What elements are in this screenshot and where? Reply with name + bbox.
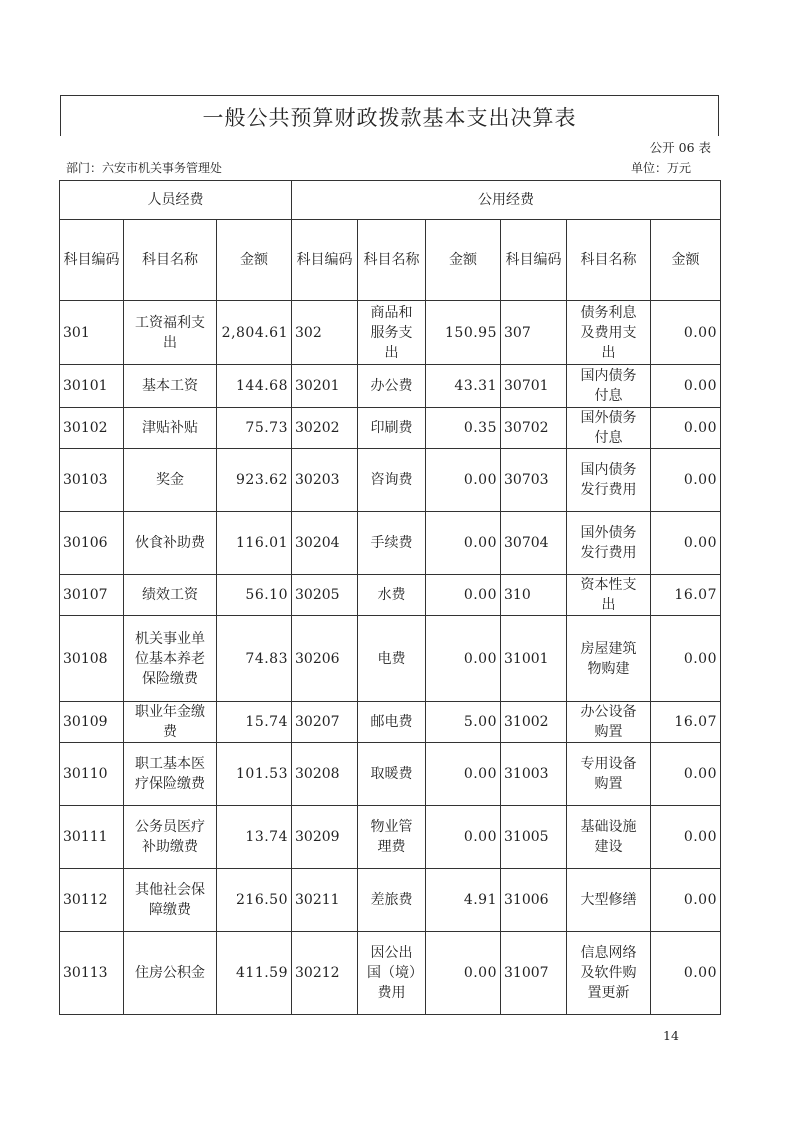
table-row bbox=[60, 575, 721, 616]
amount-cell: 0.00 bbox=[426, 932, 501, 1015]
table-row bbox=[60, 702, 721, 743]
code-cell: 30201 bbox=[292, 365, 358, 408]
amount-cell: 411.59 bbox=[217, 932, 292, 1015]
amount-cell: 0.00 bbox=[426, 575, 501, 616]
name-cell: 机关事业单位基本养老保险缴费 bbox=[124, 616, 217, 702]
amount-cell: 0.00 bbox=[651, 512, 721, 575]
col-code: 科目编码 bbox=[60, 220, 124, 301]
name-cell: 信息网络及软件购置更新 bbox=[567, 932, 651, 1015]
public-header: 公用经费 bbox=[292, 181, 721, 220]
table-row bbox=[60, 408, 721, 449]
name-cell: 工资福利支出 bbox=[124, 301, 217, 365]
amount-cell: 0.00 bbox=[426, 806, 501, 869]
code-cell: 30212 bbox=[292, 932, 358, 1015]
name-cell: 差旅费 bbox=[358, 869, 426, 932]
form-number: 公开 06 表 bbox=[649, 140, 711, 155]
code-cell: 31007 bbox=[501, 932, 567, 1015]
code-cell: 31002 bbox=[501, 702, 567, 743]
code-cell: 30108 bbox=[60, 616, 124, 702]
name-cell: 伙食补助费 bbox=[124, 512, 217, 575]
name-cell: 专用设备购置 bbox=[567, 743, 651, 806]
amount-cell: 116.01 bbox=[217, 512, 292, 575]
name-cell: 房屋建筑物购建 bbox=[567, 616, 651, 702]
name-cell: 咨询费 bbox=[358, 449, 426, 512]
amount-cell: 216.50 bbox=[217, 869, 292, 932]
amount-cell: 0.00 bbox=[426, 616, 501, 702]
amount-cell: 56.10 bbox=[217, 575, 292, 616]
col-code: 科目编码 bbox=[292, 220, 358, 301]
code-cell: 30103 bbox=[60, 449, 124, 512]
personnel-header: 人员经费 bbox=[60, 181, 292, 220]
amount-cell: 4.91 bbox=[426, 869, 501, 932]
page-number: 14 bbox=[663, 1028, 679, 1043]
table-row bbox=[60, 449, 721, 512]
code-cell: 310 bbox=[501, 575, 567, 616]
name-cell: 国内债务发行费用 bbox=[567, 449, 651, 512]
amount-cell: 75.73 bbox=[217, 408, 292, 449]
amount-cell: 0.00 bbox=[651, 449, 721, 512]
amount-cell: 0.00 bbox=[651, 869, 721, 932]
table-row bbox=[60, 365, 721, 408]
code-cell: 30204 bbox=[292, 512, 358, 575]
col-code: 科目编码 bbox=[501, 220, 567, 301]
expenditure-table bbox=[59, 180, 721, 1015]
amount-cell: 0.00 bbox=[426, 512, 501, 575]
name-cell: 印刷费 bbox=[358, 408, 426, 449]
amount-cell: 15.74 bbox=[217, 702, 292, 743]
col-name: 科目名称 bbox=[358, 220, 426, 301]
name-cell: 商品和服务支出 bbox=[358, 301, 426, 365]
amount-cell: 923.62 bbox=[217, 449, 292, 512]
name-cell: 国内债务付息 bbox=[567, 365, 651, 408]
code-cell: 31003 bbox=[501, 743, 567, 806]
code-cell: 301 bbox=[60, 301, 124, 365]
name-cell: 水费 bbox=[358, 575, 426, 616]
code-cell: 30107 bbox=[60, 575, 124, 616]
code-cell: 30109 bbox=[60, 702, 124, 743]
name-cell: 公务员医疗补助缴费 bbox=[124, 806, 217, 869]
amount-cell: 0.35 bbox=[426, 408, 501, 449]
amount-cell: 0.00 bbox=[651, 806, 721, 869]
col-name: 科目名称 bbox=[124, 220, 217, 301]
amount-cell: 0.00 bbox=[651, 408, 721, 449]
table-row bbox=[60, 616, 721, 702]
code-cell: 30102 bbox=[60, 408, 124, 449]
code-cell: 31006 bbox=[501, 869, 567, 932]
code-cell: 30106 bbox=[60, 512, 124, 575]
name-cell: 取暖费 bbox=[358, 743, 426, 806]
unit-label: 单位：万元 bbox=[631, 161, 692, 175]
col-amount: 金额 bbox=[426, 220, 501, 301]
table-row bbox=[60, 932, 721, 1015]
code-cell: 30207 bbox=[292, 702, 358, 743]
code-cell: 30205 bbox=[292, 575, 358, 616]
amount-cell: 0.00 bbox=[651, 743, 721, 806]
name-cell: 邮电费 bbox=[358, 702, 426, 743]
code-cell: 30202 bbox=[292, 408, 358, 449]
code-cell: 30211 bbox=[292, 869, 358, 932]
table-row bbox=[60, 743, 721, 806]
code-cell: 30206 bbox=[292, 616, 358, 702]
code-cell: 30110 bbox=[60, 743, 124, 806]
col-name: 科目名称 bbox=[567, 220, 651, 301]
name-cell: 大型修缮 bbox=[567, 869, 651, 932]
name-cell: 职工基本医疗保险缴费 bbox=[124, 743, 217, 806]
code-cell: 31005 bbox=[501, 806, 567, 869]
amount-cell: 0.00 bbox=[426, 743, 501, 806]
name-cell: 手续费 bbox=[358, 512, 426, 575]
page-title: 一般公共预算财政拨款基本支出决算表 bbox=[202, 106, 577, 130]
amount-cell: 144.68 bbox=[217, 365, 292, 408]
name-cell: 职业年金缴费 bbox=[124, 702, 217, 743]
code-cell: 302 bbox=[292, 301, 358, 365]
amount-cell: 0.00 bbox=[651, 616, 721, 702]
col-amount: 金额 bbox=[651, 220, 721, 301]
department-label: 部门：六安市机关事务管理处 bbox=[66, 161, 223, 175]
name-cell: 住房公积金 bbox=[124, 932, 217, 1015]
amount-cell: 16.07 bbox=[651, 702, 721, 743]
name-cell: 电费 bbox=[358, 616, 426, 702]
code-cell: 307 bbox=[501, 301, 567, 365]
code-cell: 31001 bbox=[501, 616, 567, 702]
name-cell: 办公设备购置 bbox=[567, 702, 651, 743]
code-cell: 30704 bbox=[501, 512, 567, 575]
name-cell: 国外债务付息 bbox=[567, 408, 651, 449]
amount-cell: 0.00 bbox=[651, 365, 721, 408]
name-cell: 物业管理费 bbox=[358, 806, 426, 869]
table-row bbox=[60, 512, 721, 575]
amount-cell: 101.53 bbox=[217, 743, 292, 806]
name-cell: 绩效工资 bbox=[124, 575, 217, 616]
table-row bbox=[60, 806, 721, 869]
title-box bbox=[60, 95, 719, 136]
code-cell: 30702 bbox=[501, 408, 567, 449]
amount-cell: 150.95 bbox=[426, 301, 501, 365]
name-cell: 资本性支出 bbox=[567, 575, 651, 616]
amount-cell: 5.00 bbox=[426, 702, 501, 743]
amount-cell: 0.00 bbox=[426, 449, 501, 512]
name-cell: 津贴补贴 bbox=[124, 408, 217, 449]
col-amount: 金额 bbox=[217, 220, 292, 301]
amount-cell: 0.00 bbox=[651, 301, 721, 365]
code-cell: 30209 bbox=[292, 806, 358, 869]
name-cell: 其他社会保障缴费 bbox=[124, 869, 217, 932]
name-cell: 因公出国（境）费用 bbox=[358, 932, 426, 1015]
code-cell: 30101 bbox=[60, 365, 124, 408]
name-cell: 国外债务发行费用 bbox=[567, 512, 651, 575]
code-cell: 30208 bbox=[292, 743, 358, 806]
amount-cell: 0.00 bbox=[651, 932, 721, 1015]
table-row bbox=[60, 301, 721, 365]
name-cell: 奖金 bbox=[124, 449, 217, 512]
name-cell: 办公费 bbox=[358, 365, 426, 408]
code-cell: 30111 bbox=[60, 806, 124, 869]
name-cell: 基本工资 bbox=[124, 365, 217, 408]
code-cell: 30701 bbox=[501, 365, 567, 408]
code-cell: 30112 bbox=[60, 869, 124, 932]
amount-cell: 16.07 bbox=[651, 575, 721, 616]
amount-cell: 2,804.61 bbox=[217, 301, 292, 365]
name-cell: 基础设施建设 bbox=[567, 806, 651, 869]
table-row bbox=[60, 869, 721, 932]
amount-cell: 13.74 bbox=[217, 806, 292, 869]
code-cell: 30703 bbox=[501, 449, 567, 512]
amount-cell: 43.31 bbox=[426, 365, 501, 408]
amount-cell: 74.83 bbox=[217, 616, 292, 702]
code-cell: 30203 bbox=[292, 449, 358, 512]
name-cell: 债务利息及费用支出 bbox=[567, 301, 651, 365]
code-cell: 30113 bbox=[60, 932, 124, 1015]
